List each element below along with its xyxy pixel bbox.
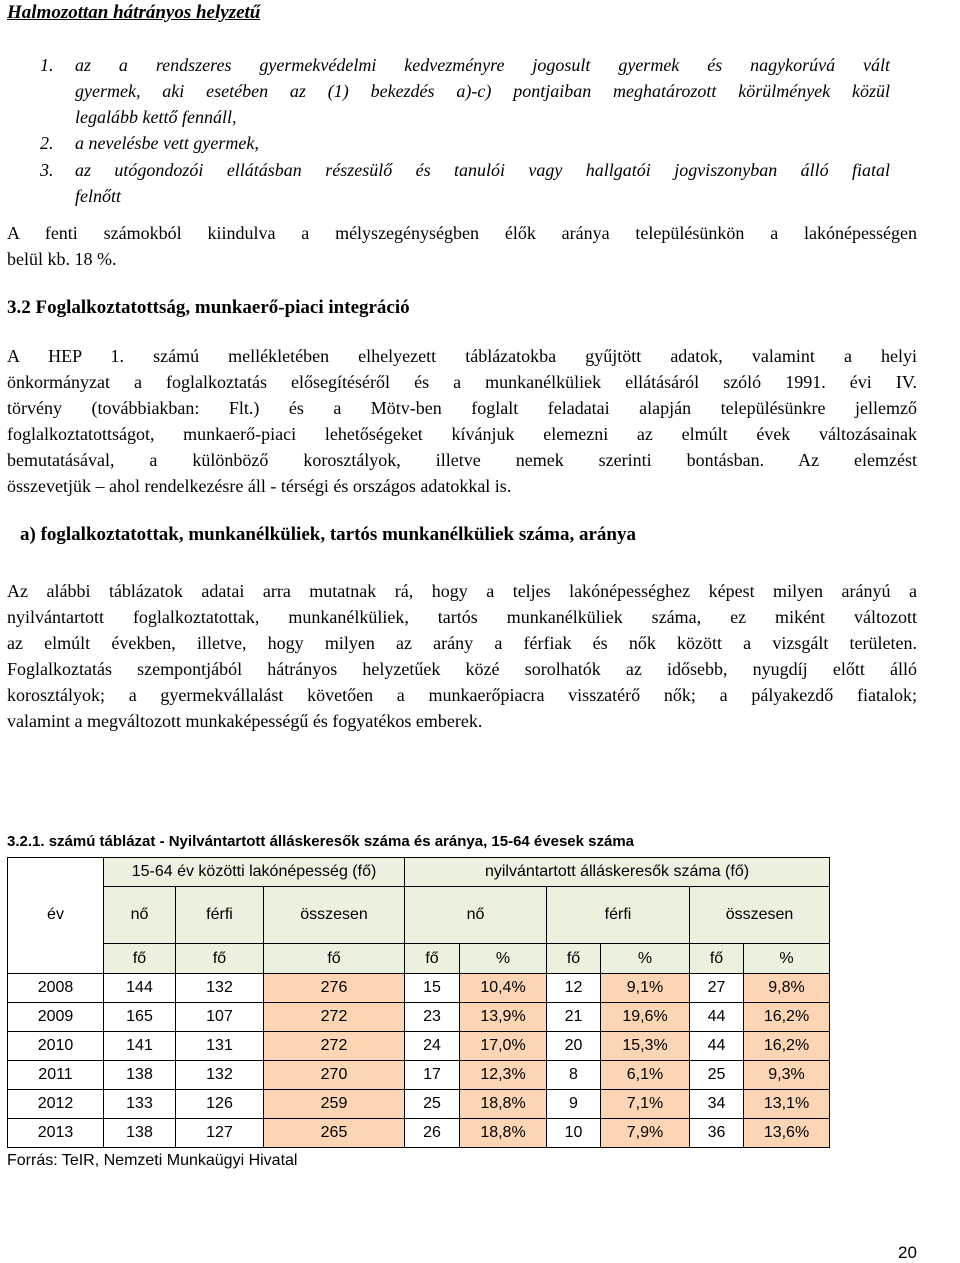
unit-cell: % xyxy=(601,944,690,974)
value-cell: 10 xyxy=(547,1119,601,1148)
table-header-row xyxy=(8,887,830,944)
list-number: 2. xyxy=(40,133,54,153)
table-header-row xyxy=(8,858,830,887)
value-cell: 25 xyxy=(690,1061,744,1090)
value-cell: 265 xyxy=(264,1119,405,1148)
unit-cell: fő xyxy=(176,944,264,974)
value-cell: 8 xyxy=(547,1061,601,1090)
header-cell: nő xyxy=(104,887,176,944)
table-row xyxy=(8,1003,830,1032)
value-cell: 24 xyxy=(405,1032,460,1061)
value-cell: 44 xyxy=(690,1003,744,1032)
value-cell: 127 xyxy=(176,1119,264,1148)
value-cell: 13,9% xyxy=(460,1003,547,1032)
value-cell: 23 xyxy=(405,1003,460,1032)
value-cell: 6,1% xyxy=(601,1061,690,1090)
header-cell: férfi xyxy=(176,887,264,944)
value-cell: 13,6% xyxy=(744,1119,830,1148)
paragraph-line: az elmúlt években, illetve, hogy milyen az arány a férfiak és nők között a vizsgált területen. xyxy=(7,633,917,653)
value-cell: 25 xyxy=(405,1090,460,1119)
value-cell: 272 xyxy=(264,1032,405,1061)
value-cell: 7,1% xyxy=(601,1090,690,1119)
table-units-row xyxy=(8,944,830,974)
value-cell: 7,9% xyxy=(601,1119,690,1148)
value-cell: 131 xyxy=(176,1032,264,1061)
header-cell xyxy=(8,944,104,974)
list-item-line: az a rendszeres gyermekvédelmi kedvezményre jogosult gyermek és nagykorúvá vált xyxy=(75,55,890,75)
value-cell: 16,2% xyxy=(744,1032,830,1061)
paragraph-line: törvény (továbbiakban: Flt.) és a Mötv-ben foglalt feladatai alapján településünkre jellemző xyxy=(7,398,917,418)
value-cell: 141 xyxy=(104,1032,176,1061)
header-cell: összesen xyxy=(690,887,830,944)
list-item-line: az utógondozói ellátásban részesülő és tanulói vagy hallgatói jogviszonyban álló fiatal xyxy=(75,160,890,180)
header-year: év xyxy=(8,887,104,944)
value-cell: 144 xyxy=(104,974,176,1003)
value-cell: 133 xyxy=(104,1090,176,1119)
value-cell: 138 xyxy=(104,1119,176,1148)
paragraph-line: összevetjük – ahol rendelkezésre áll - térségi és országos adatokkal is. xyxy=(7,476,512,496)
value-cell: 126 xyxy=(176,1090,264,1119)
subsection-heading: a) foglalkoztatottak, munkanélküliek, tartós munkanélküliek száma, aránya xyxy=(20,524,636,545)
list-item-line: gyermek, aki esetében az (1) bekezdés a)-c) pontjaiban meghatározott körülmények közül xyxy=(75,81,890,101)
table-row xyxy=(8,1061,830,1090)
year-cell: 2008 xyxy=(8,974,104,1003)
list-number: 1. xyxy=(40,55,54,75)
year-cell: 2011 xyxy=(8,1061,104,1090)
value-cell: 132 xyxy=(176,974,264,1003)
list-item-line: legalább kettő fennáll, xyxy=(75,107,237,127)
header-cell xyxy=(8,858,104,887)
value-cell: 17 xyxy=(405,1061,460,1090)
unit-cell: % xyxy=(744,944,830,974)
year-cell: 2010 xyxy=(8,1032,104,1061)
value-cell: 276 xyxy=(264,974,405,1003)
value-cell: 259 xyxy=(264,1090,405,1119)
value-cell: 15,3% xyxy=(601,1032,690,1061)
value-cell: 9,8% xyxy=(744,974,830,1003)
year-cell: 2012 xyxy=(8,1090,104,1119)
value-cell: 270 xyxy=(264,1061,405,1090)
unit-cell: fő xyxy=(104,944,176,974)
paragraph-line: bemutatásával, a különböző korosztályok, illetve nemek szerinti bontásban. Az elemzést xyxy=(7,450,917,470)
page-heading: Halmozottan hátrányos helyzetű xyxy=(7,2,261,23)
jobseekers-table xyxy=(7,857,830,1148)
table-row xyxy=(8,1090,830,1119)
header-group-population: 15-64 év közötti lakónépesség (fő) xyxy=(104,858,405,887)
unit-cell: fő xyxy=(690,944,744,974)
header-cell: összesen xyxy=(264,887,405,944)
value-cell: 9,3% xyxy=(744,1061,830,1090)
list-item-line: felnőtt xyxy=(75,186,121,206)
table-row xyxy=(8,1032,830,1061)
list-number: 3. xyxy=(40,160,54,180)
value-cell: 132 xyxy=(176,1061,264,1090)
paragraph-line: A fenti számokból kiindulva a mélyszegénységben élők aránya településünkön a lakónépességen xyxy=(7,223,917,243)
value-cell: 34 xyxy=(690,1090,744,1119)
table-source: Forrás: TeIR, Nemzeti Munkaügyi Hivatal xyxy=(7,1152,298,1169)
table-caption: 3.2.1. számú táblázat - Nyilvántartott álláskeresők száma és aránya, 15-64 évesek száma xyxy=(7,833,635,850)
value-cell: 165 xyxy=(104,1003,176,1032)
paragraph-line: valamint a megváltozott munkaképességű és fogyatékos emberek. xyxy=(7,711,483,731)
header-cell: nő xyxy=(405,887,547,944)
value-cell: 12 xyxy=(547,974,601,1003)
year-cell: 2009 xyxy=(8,1003,104,1032)
value-cell: 138 xyxy=(104,1061,176,1090)
value-cell: 15 xyxy=(405,974,460,1003)
unit-cell: fő xyxy=(264,944,405,974)
value-cell: 107 xyxy=(176,1003,264,1032)
value-cell: 9 xyxy=(547,1090,601,1119)
value-cell: 17,0% xyxy=(460,1032,547,1061)
paragraph-line: Foglalkoztatás szempontjából hátrányos helyzetűek közé sorolhatók az idősebb, nyugdíj előtt álló xyxy=(7,659,917,679)
header-cell: férfi xyxy=(547,887,690,944)
table-row xyxy=(8,974,830,1003)
value-cell: 18,8% xyxy=(460,1090,547,1119)
value-cell: 21 xyxy=(547,1003,601,1032)
value-cell: 27 xyxy=(690,974,744,1003)
value-cell: 20 xyxy=(547,1032,601,1061)
unit-cell: fő xyxy=(547,944,601,974)
paragraph-line: korosztályok; a gyermekvállalást követően a munkaerőpiacra visszatérő nők; a pályakezdő fiatalok; xyxy=(7,685,917,705)
value-cell: 12,3% xyxy=(460,1061,547,1090)
unit-cell: fő xyxy=(405,944,460,974)
header-group-jobseekers: nyilvántartott álláskeresők száma (fő) xyxy=(405,858,830,887)
paragraph-line: nyilvántartott foglalkoztatottak, munkanélküliek, tartós munkanélküliek száma, ez miként változott xyxy=(7,607,917,627)
value-cell: 18,8% xyxy=(460,1119,547,1148)
page-number: 20 xyxy=(898,1243,917,1262)
paragraph-line: önkormányzat a foglalkoztatás elősegítéséről és a munkanélküliek ellátásáról szóló 1991. évi IV. xyxy=(7,372,917,392)
paragraph-line: belül kb. 18 %. xyxy=(7,249,117,269)
value-cell: 44 xyxy=(690,1032,744,1061)
value-cell: 9,1% xyxy=(601,974,690,1003)
value-cell: 13,1% xyxy=(744,1090,830,1119)
value-cell: 272 xyxy=(264,1003,405,1032)
paragraph-line: A HEP 1. számú mellékletében elhelyezett táblázatokba gyűjtött adatok, valamint a helyi xyxy=(7,346,917,366)
section-heading: 3.2 Foglalkoztatottság, munkaerő-piaci integráció xyxy=(7,297,410,318)
unit-cell: % xyxy=(460,944,547,974)
value-cell: 36 xyxy=(690,1119,744,1148)
paragraph-line: Az alábbi táblázatok adatai arra mutatnak rá, hogy a teljes lakónépességhez képest milyen arányú a xyxy=(7,581,917,601)
value-cell: 10,4% xyxy=(460,974,547,1003)
list-item-line: a nevelésbe vett gyermek, xyxy=(75,133,259,153)
table-row xyxy=(8,1119,830,1148)
value-cell: 16,2% xyxy=(744,1003,830,1032)
value-cell: 26 xyxy=(405,1119,460,1148)
paragraph-line: foglalkoztatottságot, munkaerő-piaci lehetőségeket kívánjuk elemezni az elmúlt évek változásainak xyxy=(7,424,917,444)
year-cell: 2013 xyxy=(8,1119,104,1148)
value-cell: 19,6% xyxy=(601,1003,690,1032)
